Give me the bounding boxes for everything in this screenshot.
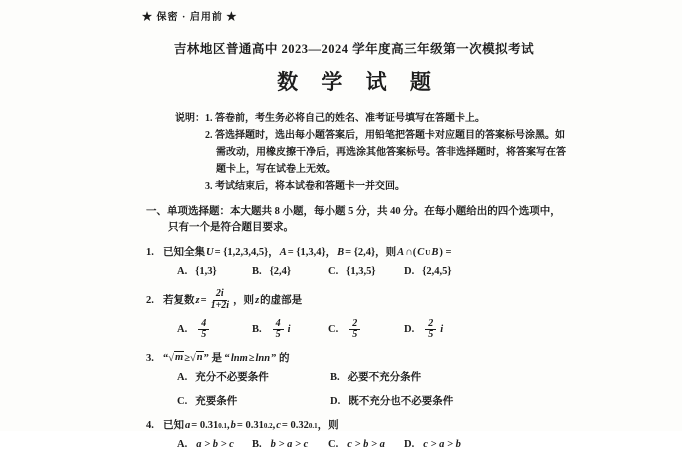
math-variable: i [440, 323, 444, 335]
question-2-option-b [252, 318, 328, 343]
text-run: 若复数 [163, 294, 195, 306]
math-variable: c > b > a [347, 439, 385, 451]
text-run: {1,3,5} [346, 266, 376, 277]
fraction-denominator: 1+2i [210, 299, 230, 311]
option-label: A. [177, 323, 188, 335]
question-1-stem [146, 245, 566, 260]
option-text [270, 318, 292, 343]
math-variable: A [397, 247, 405, 258]
option-label: C. [328, 266, 339, 277]
math-variable: c [276, 420, 281, 432]
fraction-numerator: 2i [213, 289, 227, 301]
text-run: ，则 [233, 294, 255, 306]
fraction-numerator: 2 [349, 319, 360, 331]
text-run: , [226, 420, 230, 432]
question-2 [146, 288, 566, 342]
option-text [270, 265, 291, 279]
option-label: A. [177, 372, 188, 384]
radical-sign: √ [168, 353, 175, 365]
instruction-item-2: 2. 答选择题时，选出每小题答案后，用铅笔把答题卡对应题目的答案标号涂黑。如需改动，用橡皮擦干净后，再选涂其他答案标号。答非选择题时，将答案写在答题卡上，写在试卷上无效。 [205, 130, 566, 175]
fraction [198, 319, 209, 342]
option-label: B. [252, 266, 262, 277]
text-run: {2,4} [269, 266, 292, 277]
fraction [425, 319, 436, 342]
question-4-options [177, 438, 566, 452]
math-variable: a > b > c [196, 439, 234, 451]
question-1-options [177, 265, 566, 279]
question-1-option-d [404, 265, 566, 279]
math-variable: i [287, 323, 291, 335]
instruction-item-1: 1. 答卷前，考生务必将自己的姓名、准考证号填写在答题卡上。 [205, 113, 485, 124]
subject-title: 数 学 试 题 [277, 70, 440, 94]
questions-list [146, 245, 566, 452]
math-variable: z [195, 294, 200, 306]
question-1 [146, 245, 566, 279]
exam-session-title: 吉林地区普通高中 2023—2024 学年度高三年级第一次模拟考试 [173, 42, 535, 56]
text-run: 已知全集 [163, 247, 205, 258]
question-2-stem [146, 288, 566, 313]
text-run: ≥ [184, 353, 190, 365]
option-label: D. [330, 396, 341, 408]
question-4-option-c [328, 438, 404, 452]
radicand: n [196, 352, 203, 364]
option-label: A. [177, 266, 188, 277]
option-text [195, 395, 237, 409]
text-run: = 0.31 [191, 420, 219, 432]
text-run: 的虚部是 [260, 294, 303, 306]
math-variable: a [185, 420, 191, 432]
text-run: ∩( [405, 247, 417, 258]
text-run: ≥ [248, 353, 255, 365]
option-label: D. [404, 266, 415, 277]
option-label: D. [404, 439, 415, 451]
math-variable: b [230, 420, 236, 432]
option-text [195, 371, 269, 385]
option-label: B. [252, 439, 262, 451]
option-text [348, 371, 422, 385]
option-label: B. [330, 372, 340, 384]
option-text [346, 318, 363, 343]
question-3-option-a [177, 371, 330, 385]
option-text [422, 265, 451, 279]
option-label: A. [177, 439, 188, 451]
fraction-denominator: 5 [275, 329, 281, 341]
math-variable: C [417, 247, 425, 258]
square-root [168, 351, 184, 366]
text-run: {1,3} [195, 266, 217, 277]
math-variable: b > a > c [270, 439, 309, 451]
question-number: 3. [146, 353, 154, 365]
fraction [210, 289, 230, 312]
question-1-option-b [252, 265, 328, 279]
fraction [349, 319, 360, 342]
question-3-option-c [177, 395, 330, 409]
question-3-options [177, 371, 566, 409]
math-variable: z [255, 294, 260, 306]
option-text [422, 438, 462, 452]
text-run: 充分不必要条件 [195, 372, 269, 384]
question-3-option-d [330, 395, 566, 409]
square-root [190, 351, 204, 366]
question-text [163, 351, 290, 366]
question-4-option-a [177, 438, 252, 452]
option-text [195, 265, 216, 279]
option-label: C. [328, 323, 339, 335]
text-run: ” 的 [271, 353, 290, 365]
text-run: ) = [439, 247, 452, 258]
question-2-option-a [177, 318, 252, 343]
option-text [195, 318, 212, 343]
option-text [346, 265, 375, 279]
option-label: C. [177, 396, 188, 408]
text-run: {2,4,5} [422, 266, 452, 277]
text-run: ，则 [317, 420, 339, 432]
math-variable: B [431, 247, 439, 258]
question-number: 2. [146, 294, 154, 306]
option-text [270, 438, 310, 452]
fraction-numerator: 4 [198, 319, 209, 331]
question-3-option-b [330, 371, 566, 385]
instructions-items [205, 110, 566, 195]
question-number: 4. [146, 420, 154, 432]
fraction [273, 319, 284, 342]
text-run: = 0.32 [281, 420, 309, 432]
question-1-option-c [328, 265, 404, 279]
option-label: B. [252, 323, 262, 335]
fraction-numerator: 4 [273, 319, 284, 331]
text-run: 必要不充分条件 [347, 372, 422, 384]
text-run: 既不充分也不必要条件 [348, 396, 454, 408]
question-number: 1. [146, 247, 154, 258]
instructions-block [175, 110, 566, 195]
option-text [346, 438, 386, 452]
option-text [422, 318, 444, 343]
text-run: ” 是 “ [203, 353, 230, 365]
fraction-denominator: 5 [428, 329, 434, 341]
text-run: = {2,4}，则 [345, 247, 397, 258]
question-1-option-a [177, 265, 252, 279]
question-4-option-b [252, 438, 328, 452]
question-text: 已知全集 U = {1,2,3,4,5}， A = {1,3,4}， B = {2,4}，则 A ∩( C U B ) = [163, 247, 452, 258]
math-variable: c > a > b [423, 439, 461, 451]
math-variable: U [206, 247, 214, 258]
instruction-item-3: 3. 考试结束后，将本试卷和答题卡一并交回。 [205, 181, 405, 192]
text-run: = {1,3,4}， [287, 247, 337, 258]
section-one-heading: 一、单项选择题：本大题共 8 小题，每小题 5 分，共 40 分。在每小题给出的四个选项中，只有一个是符合题目要求。 [146, 206, 561, 233]
math-variable: A [279, 247, 287, 258]
question-4-stem [146, 418, 566, 433]
radical-sign: √ [189, 353, 196, 365]
option-label: C. [328, 439, 339, 451]
text-run: = {1,2,3,4,5}， [214, 247, 279, 258]
option-text [348, 395, 453, 409]
text-run: = [200, 294, 207, 306]
math-variable: lnn [255, 353, 271, 365]
question-3-stem [146, 351, 566, 366]
math-variable: lnm [230, 353, 248, 365]
fraction-numerator: 2 [425, 319, 436, 331]
question-text: 已知 a = 0.31 0.1 , b = 0.31 0.2 , c = 0.32 0.1 ，则 [163, 420, 339, 432]
question-2-option-c [328, 318, 404, 343]
question-4-option-d [404, 438, 566, 452]
text-run: = 0.31 [236, 420, 264, 432]
question-4 [146, 418, 566, 452]
question-text [163, 288, 302, 313]
fraction-denominator: 5 [201, 329, 207, 341]
text-run: 已知 [163, 420, 184, 432]
text-run: “ [163, 353, 169, 365]
text-run: , [272, 420, 276, 432]
instructions-label: 说明： [175, 113, 205, 124]
question-3 [146, 351, 566, 409]
option-label: D. [404, 323, 415, 335]
security-notice: ★ 保密 · 启用前 ★ [142, 12, 238, 23]
option-text [195, 438, 235, 452]
question-2-option-d [404, 318, 566, 343]
math-variable: B [337, 247, 345, 258]
text-run: 充要条件 [195, 396, 238, 408]
radicand: m [175, 352, 184, 364]
question-2-options [177, 318, 566, 343]
fraction-denominator: 5 [352, 329, 358, 341]
